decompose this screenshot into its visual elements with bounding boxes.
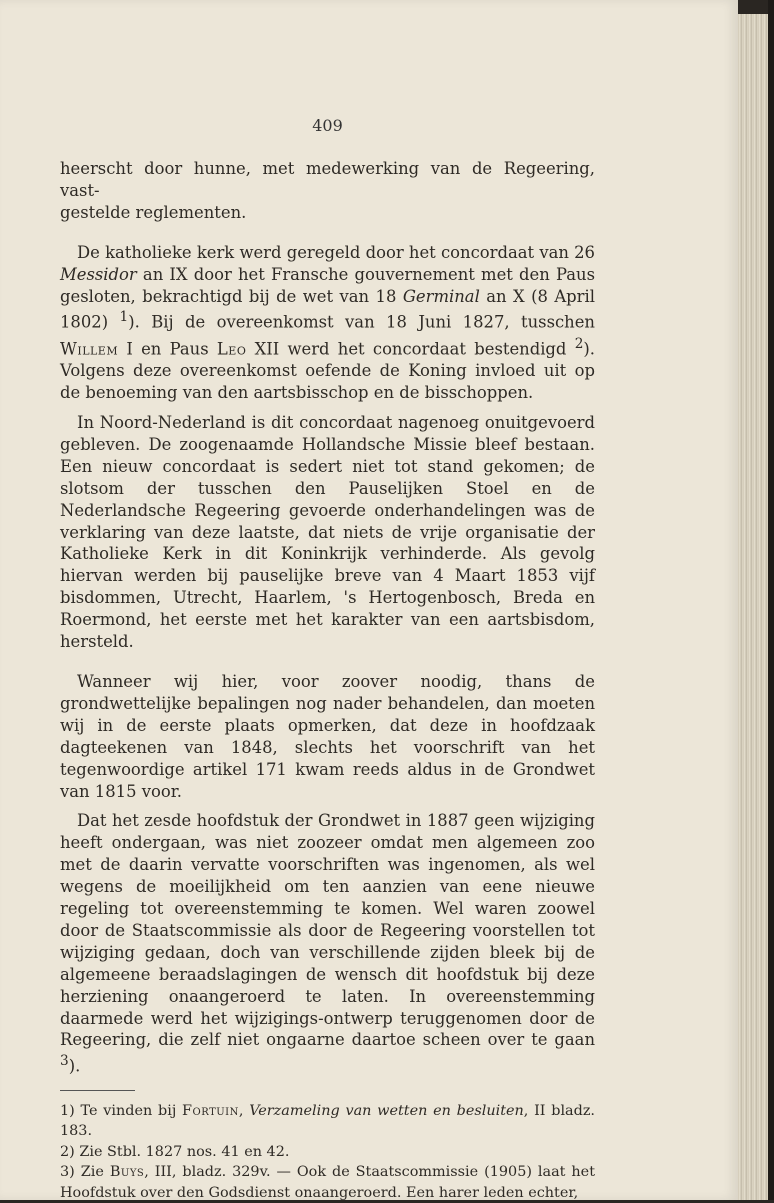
paragraph-1-line-1: heerscht door hunne, met medewerking van de Regeering, vast-: [60, 159, 595, 200]
paragraph-1-line-2: gestelde reglementen.: [60, 202, 247, 222]
footnotes: [60, 1101, 595, 1203]
term-messidor: Messidor: [60, 264, 137, 284]
footnote-3: 3) Zie Buys, III, bladz. 329v. — Ook de Staatscommissie (1905) laat het Hoofdstuk over den Godsdienst onaangeroerd. Een harer leden echter,: [60, 1164, 595, 1201]
paragraph-4: Wanneer wij hier, voor zoover noodig, thans de grondwettelijke bepalingen nog nader behandelen, dan moeten wij in de eerste plaats opmerken, dat deze in hoofdzaak dagteekenen van 1848, slechts het voorschrift van het tegenwoordige artikel 171 kwam reeds aldus in de Grondwet van 1815 voor.: [60, 671, 595, 801]
page-number: 409: [312, 116, 343, 135]
paragraph-3: In Noord-Nederland is dit concordaat nagenoeg onuitgevoerd gebleven. De zoogenaamde Hollandsche Missie bleef bestaan. Een nieuw concordaat is sedert niet tot stand gekomen; de slotsom der tusschen den Pauselijken Stoel en de Nederlandsche Regeering gevoerde onderhandelingen was de verklaring van deze laatste, dat niets de vrije organisatie der Katholieke Kerk in dit Koninkrijk verhinderde. Als gevolg hiervan werden bij pauselijke breve van 4 Maart 1853 vijf bisdommen, Utrecht, Haarlem, 's Hertogenbosch, Breda en Roermond, het eerste met het karakter van een aartsbisdom, hersteld.: [60, 413, 595, 652]
paragraph-2: De katholieke kerk werd geregeld door het concordaat van 26 Messidor an IX door het Fransche gouvernement met den Paus gesloten, bekrachtigd bij de wet van 18 Germinal an X (8 April 1802) $^1$). Bij de overeenkomst van 18 Juni 1827, tusschen Willem I en Paus Leo XII werd het concordaat bestendigd $^2$). Volgens deze overeenkomst oefende de Koning invloed uit op de benoeming van den aartsbisschop en de bisschoppen.: [60, 242, 595, 403]
page-body: [60, 158, 595, 1203]
footnote-ref-3[interactable]: 3: [60, 1053, 69, 1070]
footnote-1: 1) Te vinden bij Fortuin, Verzameling van wetten en besluiten, II bladz. 183.: [60, 1102, 595, 1140]
page-stack-edge: [738, 14, 768, 1200]
name-willem: Willem: [60, 339, 119, 359]
term-germinal: Germinal: [402, 286, 480, 306]
footnote-2: 2) Zie Stbl. 1827 nos. 41 en 42.: [60, 1143, 290, 1160]
name-leo: Leo: [216, 339, 247, 359]
footnote-ref-1[interactable]: 1: [119, 309, 129, 326]
footnote-ref-2[interactable]: 2: [574, 335, 584, 352]
scan-right-border: [768, 0, 774, 1200]
paragraph-1: [60, 158, 595, 224]
footnote-divider: [60, 1090, 135, 1091]
paragraph-5: Dat het zesde hoofdstuk der Grondwet in 1887 geen wijziging heeft ondergaan, was niet zoozeer omdat men algemeen zoo met de daarin vervatte voorschriften was ingenomen, als wel wegens de moeilijkheid om ten aanzien van eene nieuwe regeling tot overeenstemming te komen. Wel waren zoowel door de Staatscommissie als door de Regeering voorstellen tot wijziging gedaan, doch van verschillende zijden bleek bij de algemeene beraadslagingen de wensch dit hoofdstuk bij deze herziening onaangeroerd te laten. In overeenstemming daarmede werd het wijzigings-ontwerp teruggenomen door de Regeering, die zelf niet ongaarne daartoe scheen over te gaan $^3$).: [60, 811, 595, 1076]
